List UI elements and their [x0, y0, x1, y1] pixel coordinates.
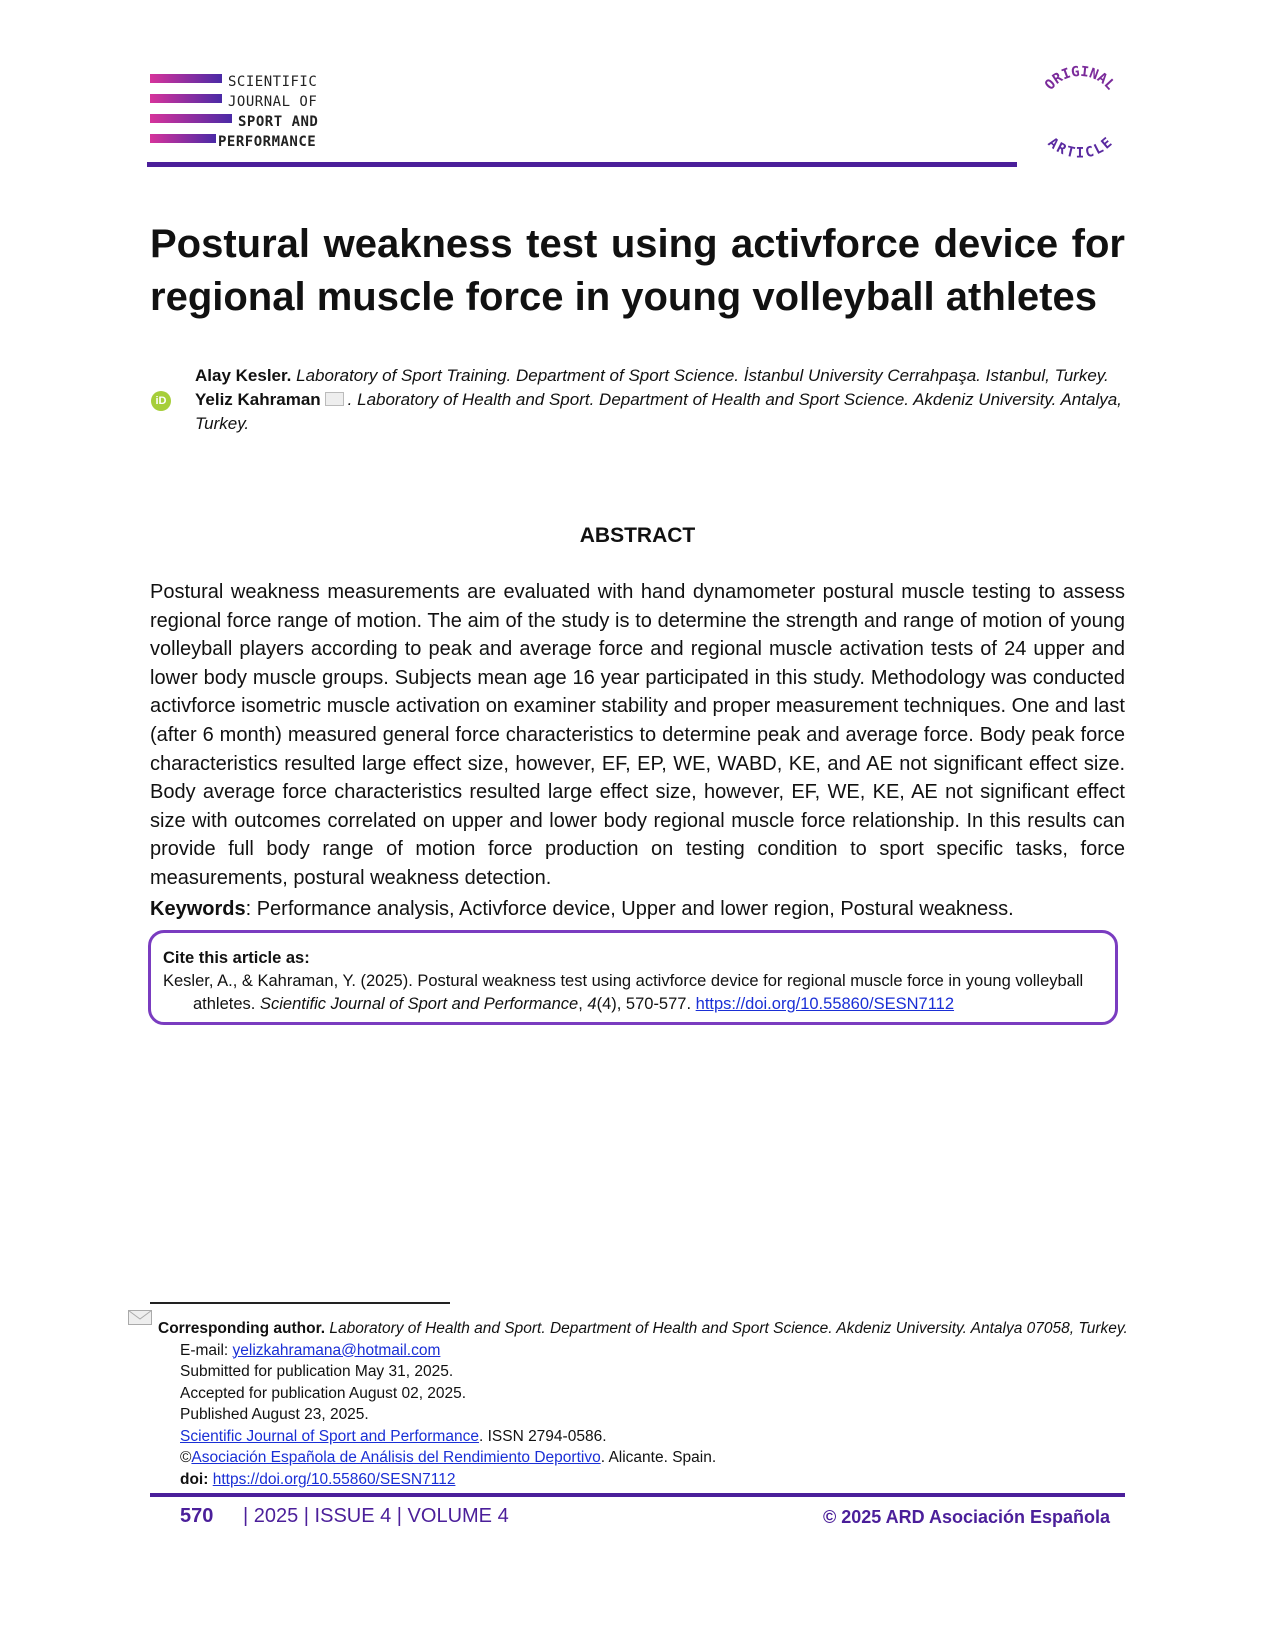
citation-doi-link[interactable]: https://doi.org/10.55860/SESN7112 [695, 995, 955, 1013]
logo-bar [150, 74, 222, 83]
email-link[interactable]: yelizkahramana@hotmail.com [232, 1341, 441, 1359]
corresponding-label: Corresponding author. [158, 1320, 326, 1337]
submitted-date: Submitted for publication May 31, 2025. [180, 1363, 454, 1380]
logo-bar [150, 94, 222, 103]
issue-info: | 2025 | ISSUE 4 | VOLUME 4 [243, 1505, 509, 1527]
article-title: Postural weakness test using activforce device for regional muscle force in young volleyball athletes [150, 222, 1125, 319]
author-list [195, 364, 1125, 436]
email-line [158, 1340, 1128, 1362]
page-footer [150, 1505, 1125, 1535]
citation-journal: Scientific Journal of Sport and Performance [259, 995, 579, 1013]
stamp-bottom-text: ARTICLE [1044, 134, 1116, 162]
doi-link[interactable]: https://doi.org/10.55860/SESN7112 [212, 1470, 456, 1488]
logo-line: SCIENTIFIC [228, 74, 318, 90]
copyright-symbol: © [180, 1449, 192, 1466]
orcid-icon[interactable]: iD [151, 391, 171, 411]
footnote-rule [150, 1302, 450, 1304]
logo-line: SPORT AND [238, 114, 319, 130]
original-article-stamp [1030, 62, 1130, 162]
association-link[interactable]: Asociación Española de Análisis del Rendimiento Deportivo [191, 1449, 601, 1466]
abstract-heading: ABSTRACT [579, 524, 696, 547]
journal-logo [150, 72, 340, 152]
logo-bar [150, 134, 216, 143]
corresponding-author-footnote [158, 1318, 1128, 1490]
footer-rule [150, 1493, 1125, 1497]
issn: . ISSN 2794-0586. [478, 1427, 607, 1445]
citation-text [163, 970, 1103, 1016]
page-number: 570 [180, 1505, 214, 1527]
citation-sep: , [578, 995, 588, 1013]
corresponding-line [158, 1318, 1128, 1340]
author-2 [195, 388, 1125, 436]
copyright-line [158, 1447, 1128, 1469]
doi-label: doi: [180, 1470, 209, 1488]
stamp-top-text: ORIGINAL [1041, 63, 1119, 94]
header-rule [147, 162, 1017, 167]
published-date: Published August 23, 2025. [180, 1406, 369, 1423]
logo-text [218, 72, 319, 152]
author-1 [195, 364, 1125, 388]
author-name: Yeliz Kahraman [195, 390, 321, 409]
association-location: . Alicante. Spain. [600, 1449, 717, 1466]
accepted-date: Accepted for publication August 02, 2025. [180, 1384, 467, 1402]
keywords [150, 895, 1125, 923]
author-affiliation: Laboratory of Sport Training. Department of Sport Science. İstanbul University Cerrahpaşa. Istanbul, Turkey. [296, 366, 1109, 385]
corresponding-affiliation: Laboratory of Health and Sport. Department of Health and Sport Science. Akdeniz University. Antalya 07058, Turkey. [329, 1320, 1128, 1337]
author-affiliation: . Laboratory of Health and Sport. Department of Health and Sport Science. Akdeniz University. Antalya, Turkey. [195, 390, 1122, 433]
citation-box [148, 930, 1118, 1025]
keywords-label: Keywords [150, 898, 246, 920]
doi-line [158, 1469, 1128, 1491]
envelope-icon [128, 1310, 152, 1325]
citation-body: Kesler, A., & Kahraman, Y. (2025). Postural weakness test using activforce device for regional muscle force in young volleyball athletes. [163, 972, 1084, 1013]
citation-volume: 4 [587, 995, 597, 1013]
footer-copyright: © 2025 ARD Asociación Española [822, 1507, 1110, 1527]
journal-issn-line [158, 1426, 1128, 1448]
email-label: E-mail: [180, 1341, 233, 1359]
logo-bar [150, 114, 232, 123]
abstract-text: Postural weakness measurements are evaluated with hand dynamometer postural muscle testing to assess regional force range of motion. The aim of the study is to determine the strength and range of motion of young volleyball players according to peak and average force and regional muscle activation tests of 24 upper and lower body muscle groups. Subjects mean age 16 year participated in this study. Methodology was conducted activforce isometric muscle activation on examiner stability and proper measurement techniques. One and last (after 6 month) measured general force characteristics to determine peak and average force. Body peak force characteristics resulted large effect size, however, EF, EP, WE, WABD, KE, and AE not significant effect size. Body average force characteristics resulted large effect size, however, EF, WE, KE, AE not significant effect size with outcomes correlated on upper and lower body regional muscle force relationship. In this results can provide full body range of motion force production on testing condition to sport specific tasks, force measurements, postural weakness detection. [150, 581, 1125, 889]
logo-line: PERFORMANCE [218, 134, 317, 150]
envelope-icon[interactable] [325, 392, 344, 406]
logo-line: JOURNAL OF [228, 94, 318, 110]
citation-heading: Cite this article as: [163, 949, 310, 967]
keywords-list: : Performance analysis, Activforce device, Upper and lower region, Postural weakness. [245, 898, 1014, 920]
author-name: Alay Kesler. [195, 366, 292, 385]
journal-link[interactable]: Scientific Journal of Sport and Performance [180, 1427, 479, 1445]
citation-pages: (4), 570-577. [596, 995, 696, 1013]
